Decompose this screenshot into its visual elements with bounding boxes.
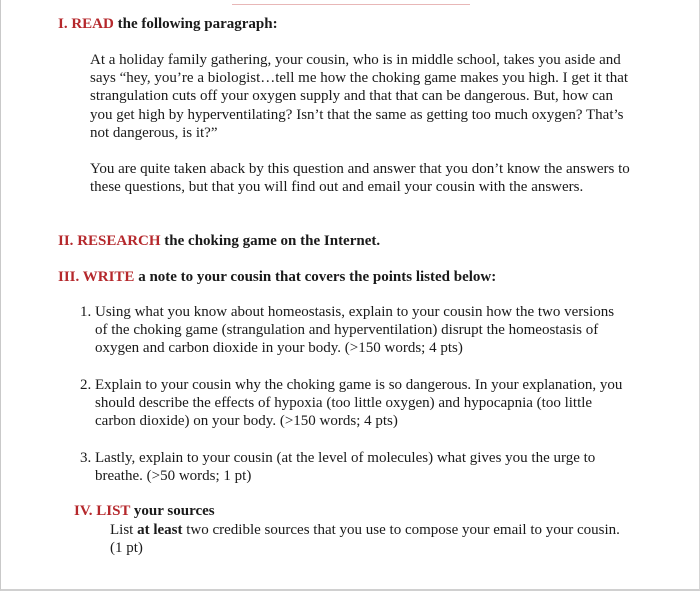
section-research-heading: [58, 232, 380, 250]
sources-instruction: [110, 521, 620, 557]
section-read-heading: [58, 15, 278, 33]
section-research-number: II.: [58, 233, 74, 249]
list-item-number: 2.: [80, 377, 92, 393]
response-paragraph: You are quite taken aback by this question and answer that you don’t know the answers to these questions, but that you will find out and email your cousin with the answers.: [90, 161, 630, 196]
top-divider: [232, 4, 470, 5]
section-write-heading: [58, 268, 496, 286]
section-list-keyword: LIST: [96, 503, 131, 519]
section-read-number: I.: [58, 16, 68, 32]
section-research-keyword: RESEARCH: [77, 233, 161, 249]
list-item: [80, 449, 630, 485]
list-item-number: 1.: [80, 304, 92, 320]
list-item: [80, 303, 630, 358]
section-list-heading: [74, 502, 215, 520]
section-read-keyword: READ: [71, 16, 114, 32]
section-write-keyword: WRITE: [82, 269, 135, 285]
list-item-text: Lastly, explain to your cousin (at the level of molecules) what gives you the urge to breathe. (>50 words; 1 pt): [95, 450, 596, 485]
section-write-number: III.: [58, 269, 80, 285]
scenario-paragraph: At a holiday family gathering, your cousin, who is in middle school, takes you aside and says “hey, you’re a biologist…tell me how the choking game makes you high. I get it that strangulation cuts off your oxygen supply and that that can be dangerous. But, how can you get high by hyperventilating? Isn’t that the same as getting too much oxygen? That’s not dangerous, is it?”: [90, 52, 629, 141]
sources-emphasis: at least: [137, 522, 183, 538]
list-item-text: Using what you know about homeostasis, explain to your cousin how the two versions of the choking game (strangulation and hyperventilation) disrupt the homeostasis of oxygen and carbon dioxide in your body. (>150 words; 4 pts): [95, 304, 615, 357]
section-write-rest: a note to your cousin that covers the points listed below:: [138, 269, 497, 285]
list-item-text: Explain to your cousin why the choking game is so dangerous. In your explanation, you should describe the effects of hypoxia (too little oxygen) and hypocapnia (too little carbon dioxide) on your body. (>150 words; 4 pts): [95, 377, 623, 430]
section-list-rest: your sources: [133, 503, 215, 519]
section-read-rest: the following paragraph:: [117, 16, 278, 32]
list-item: [80, 376, 630, 431]
section-list-number: IV.: [74, 503, 93, 519]
sources-text-pre: List: [110, 522, 138, 538]
sources-text-post: two credible sources that you use to compose your email to your cousin. (1 pt): [110, 522, 620, 557]
list-item-number: 3.: [80, 450, 92, 466]
section-research-rest: the choking game on the Internet.: [164, 233, 381, 249]
